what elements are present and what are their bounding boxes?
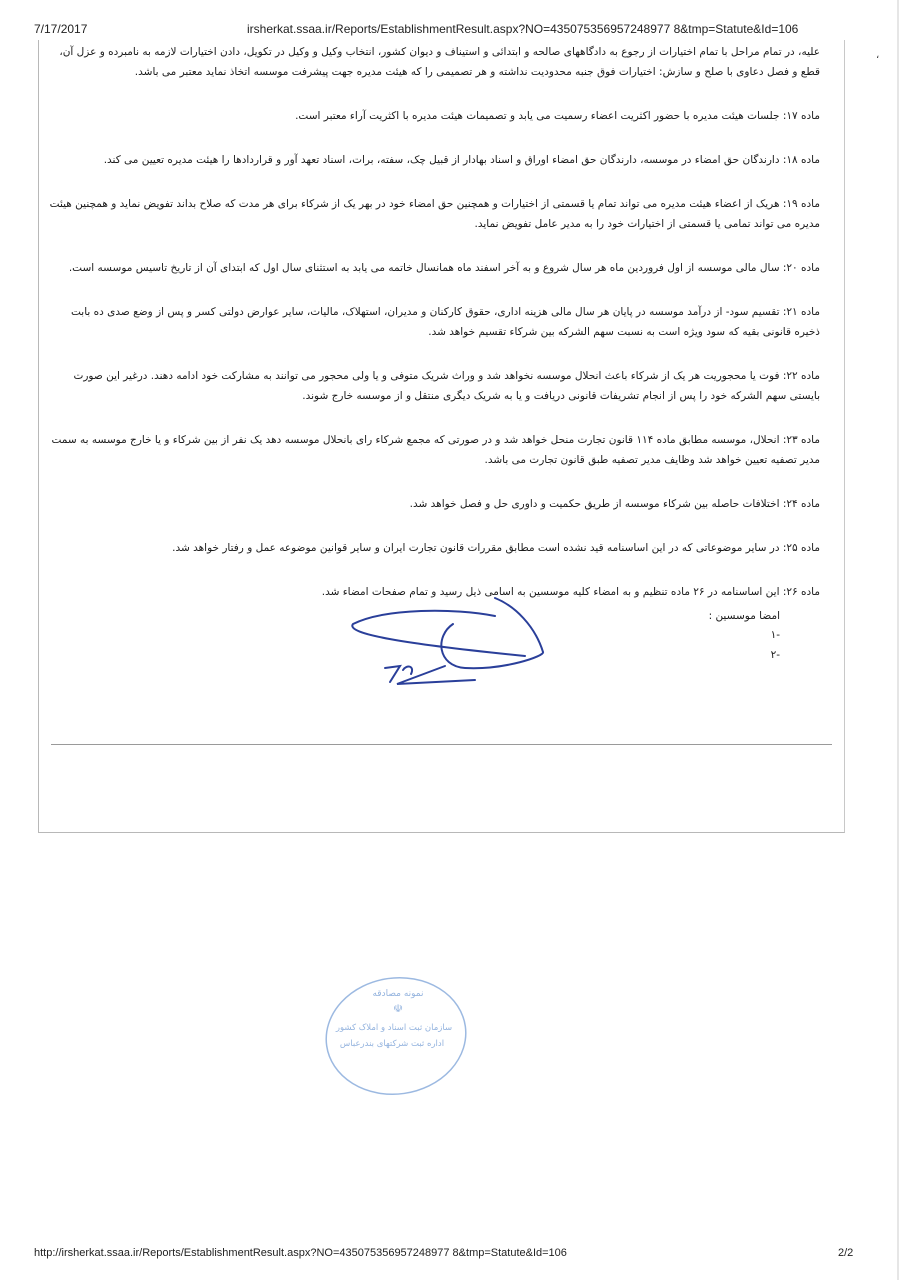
article-19: ماده ۱۹: هریک از اعضاء هیئت مدیره می تواند تمام یا قسمتی از اختیارات و همچنین حق امضاء خود در بهر یک از شرکاء برای هر مدت که صلاح بداند تفویض نماید و همچنین هیئت مدیره می تواند تمامی یا قسمتی از اختیارات خود را به مدیر عامل تفویض نماید. [49,198,820,230]
footer-url: http://irsherkat.ssaa.ir/Reports/EstablishmentResult.aspx?NO=435075356957248977 8&tmp=Statute&Id=106 [34,1247,567,1259]
handwritten-signature [345,596,555,686]
signature-loop [352,611,525,656]
page-number: 2/2 [838,1247,854,1259]
article-22: ماده ۲۲: فوت یا محجوریت هر یک از شرکاء باعث انحلال موسسه نخواهد شد و وراث شریک متوفی و یا ولی محجور می توانند به مشارکت خود ادامه دهند. درغیر این صورت بایستی سهم الشرکه خود را پس از انجام تشریفات قانونی دریافت و یا به شریک دیگری منتقل و از موسسه خارج شوند. [73,370,820,402]
article-21: ماده ۲۱: تقسیم سود- از درآمد موسسه در پایان هر سال مالی هزینه اداری، حقوق کارکنان و مدیران، استهلاک، مالیات، سایر عوارض دولتی کسر و پس از وضع صدی ده بابت ذخیره قانونی بقیه که سود ویژه است به نسبت سهم الشرکه بین شرکاء تقسیم خواهد شد. [70,306,820,338]
article-17: ماده ۱۷: جلسات هیئت مدیره با حضور اکثریت اعضاء رسمیت می یابد و تصمیمات هیئت مدیره با اکثریت آراء معتبر است. [295,110,820,122]
signature-curve [441,598,543,668]
article-20: ماده ۲۰: سال مالی موسسه از اول فروردین ماه هر سال شروع و به آخر اسفند ماه همانسال خاتمه می یابد به استثنای سال اول که ابتدای آن از تاریخ تاسیس موسسه است. [68,262,820,274]
paragraph-continuation: علیه، در تمام مراحل با تمام اختیارات از رجوع به دادگاههای صالحه و ابتدائی و استیناف و دیوان کشور، انتخاب وکیل و وکیل در تکویل، دادن اختیارات لازمه به نامبرده و عزل آن، قطع و فصل دعاوی با صلح و سازش: اختیارات فوق جنبه محدودیت نداشته و هر تصمیمی را که هیئت مدیره جهت پیشرفت موسسه اتخاذ نماید معتبر می باشد. [59,46,820,78]
founder-1: -۱ [770,629,780,641]
article-18: ماده ۱۸: دارندگان حق امضاء در موسسه، دارندگان حق امضاء اوراق و اسناد بهادار از قبیل چک، سفته، برات، اسناد تعهد آور و قراردادها را هیئت مدیره تعیین می کند. [103,154,820,166]
separator-line [51,744,832,745]
signature-initials [385,666,475,684]
article-24: ماده ۲۴: اختلافات حاصله بین شرکاء موسسه از طریق حکمیت و داوری حل و فصل خواهد شد. [409,498,820,510]
stamp-line-2: سازمان ثبت اسناد و املاک کشور [335,1023,453,1033]
statute-text [45,40,820,626]
emblem-icon: ☫ [393,1002,403,1015]
header-url: irsherkat.ssaa.ir/Reports/EstablishmentResult.aspx?NO=435075356957248977 8&tmp=Statute&Id=106 [247,22,799,36]
print-date: 7/17/2017 [34,22,88,36]
article-25: ماده ۲۵: در سایر موضوعاتی که در این اساسنامه قید نشده است مطابق مقررات قانون تجارت ایران و سایر قوانین موضوعه عمل و رفتار خواهد شد. [172,542,820,554]
official-stamp [318,970,468,1100]
statute-content-box [38,40,845,833]
founders-signature-label: امضا موسسین : [708,610,780,622]
article-23: ماده ۲۳: انحلال، موسسه مطابق ماده ۱۱۴ قانون تجارت منحل خواهد شد و در صورتی که مجمع شرکاء رای بانحلال موسسه دهد یک نفر از بین شرکاء و یا خارج موسسه به سمت مدیر تصفیه تعیین خواهد شد وظایف مدیر تصفیه طبق قانون تجارت می باشد. [51,434,820,466]
margin-mark: ، [876,50,880,61]
article-26: ماده ۲۶: این اساسنامه در ۲۶ ماده تنظیم و به امضاء کلیه موسسین به اسامی ذیل رسید و تمام صفحات امضاء شد. [321,586,820,598]
founder-2: -۲ [770,649,780,661]
stamp-line-1: نمونه مصادقه [372,989,424,999]
stamp-line-3: اداره ثبت شرکتهای بندرعباس [339,1039,445,1049]
